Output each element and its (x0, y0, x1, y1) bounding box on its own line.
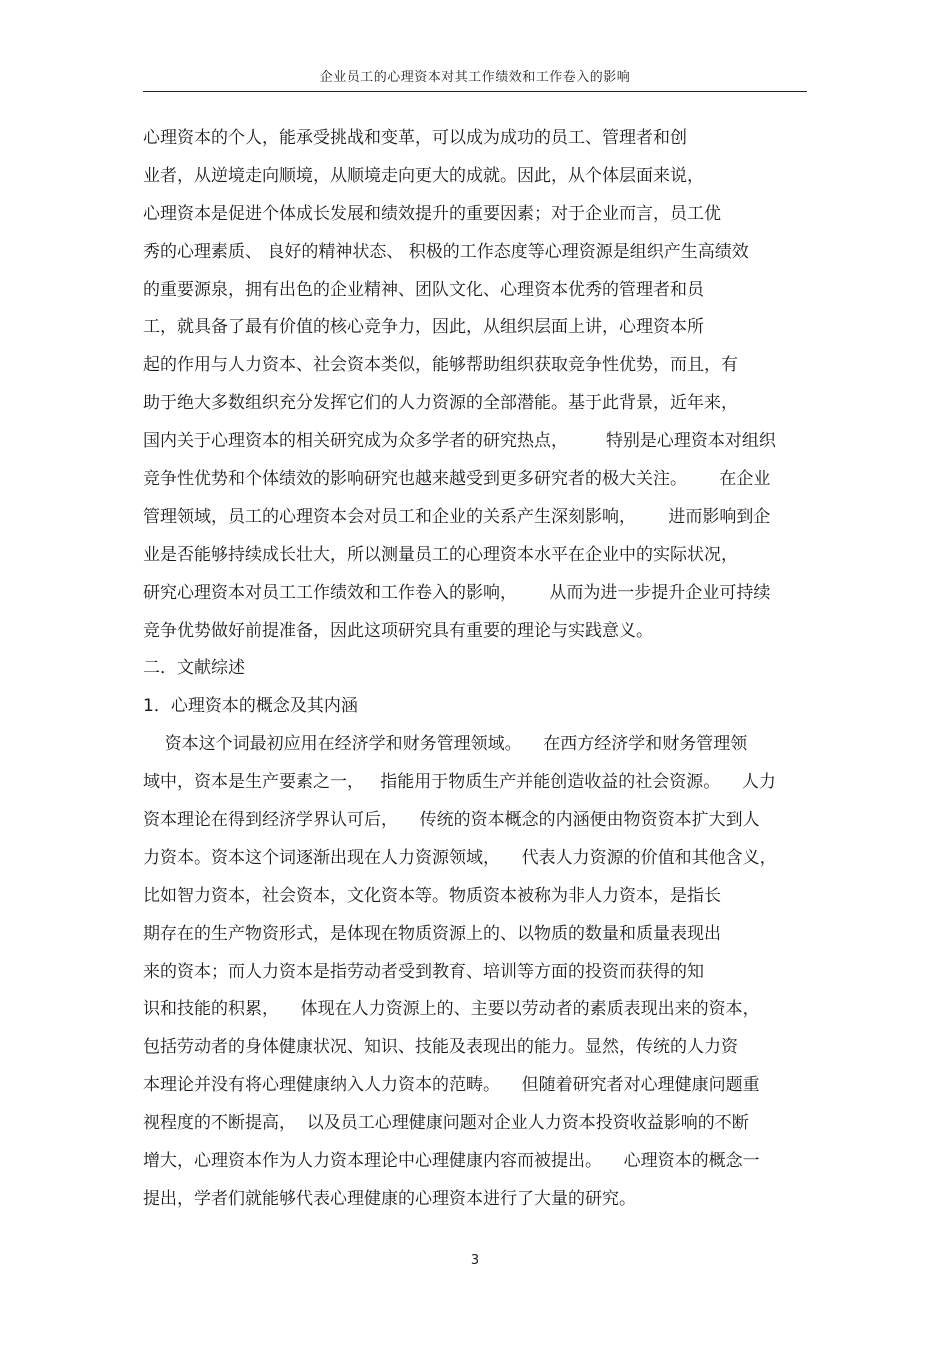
text-line: 二．文献综述 (143, 658, 245, 679)
text-line: 工，就具备了最有价值的核心竞争力，因此，从组织层面上讲，心理资本所 (143, 317, 704, 338)
text-line: 资本这个词最初应用在经济学和财务管理领域。 在西方经济学和财务管理领 (143, 734, 748, 755)
text-line: 起的作用与人力资本、社会资本类似，能够帮助组织获取竞争性优势，而且，有 (143, 355, 738, 376)
text-line: 秀的心理素质、 良好的精神状态、 积极的工作态度等心理资源是组织产生高绩效 (143, 241, 749, 262)
page-number: 3 (470, 1253, 480, 1268)
text-line: 域中，资本是生产要素之一， 指能用于物质生产并能创造收益的社会资源。 人力 (143, 772, 776, 793)
header-rule (143, 91, 807, 92)
text-line: 视程度的不断提高， 以及员工心理健康问题对企业人力资本投资收益影响的不断 (143, 1113, 749, 1134)
text-line: 比如智力资本，社会资本，文化资本等。物质资本被称为非人力资本，是指长 (143, 885, 721, 906)
running-header: 企业员工的心理资本对其工作绩效和工作卷入的影响 (319, 70, 631, 85)
text-line: 助于绝大多数组织充分发挥它们的人力资源的全部潜能。基于此背景，近年来， (143, 393, 738, 414)
text-line: 研究心理资本对员工工作绩效和工作卷入的影响， 从而为进一步提升企业可持续 (143, 582, 771, 603)
text-line: 1．心理资本的概念及其内涵 (143, 696, 358, 717)
body-text (143, 120, 823, 1219)
text-line: 竞争优势做好前提准备，因此这项研究具有重要的理论与实践意义。 (143, 620, 653, 641)
text-line: 识和技能的积累， 体现在人力资源上的、主要以劳动者的素质表现出来的资本， (143, 999, 760, 1020)
text-line: 心理资本的个人，能承受挑战和变革，可以成为成功的员工、管理者和创 (143, 128, 687, 148)
text-line: 资本理论在得到经济学界认可后， 传统的资本概念的内涵便由物资资本扩大到人 (143, 810, 760, 831)
text-line: 心理资本是促进个体成长发展和绩效提升的重要因素；对于企业而言，员工优 (143, 203, 721, 224)
text-line: 增大，心理资本作为人力资本理论中心理健康内容而被提出。 心理资本的概念一 (143, 1151, 760, 1172)
text-line: 管理领域，员工的心理资本会对员工和企业的关系产生深刻影响， 进而影响到企 (143, 506, 771, 527)
text-line: 来的资本；而人力资本是指劳动者受到教育、培训等方面的投资而获得的知 (143, 961, 704, 982)
text-line: 提出，学者们就能够代表心理健康的心理资本进行了大量的研究。 (143, 1188, 636, 1209)
text-line: 包括劳动者的身体健康状况、知识、技能及表现出的能力。显然，传统的人力资 (143, 1037, 738, 1058)
text-line: 期存在的生产物资形式，是体现在物质资源上的、以物质的数量和质量表现出 (143, 923, 721, 944)
text-line: 竞争性优势和个体绩效的影响研究也越来越受到更多研究者的极大关注。 在企业 (143, 469, 771, 490)
text-line: 业者，从逆境走向顺境，从顺境走向更大的成就。因此，从个体层面来说， (143, 165, 704, 186)
text-line: 国内关于心理资本的相关研究成为众多学者的研究热点， 特别是心理资本对组织 (143, 431, 776, 452)
text-line: 业是否能够持续成长壮大，所以测量员工的心理资本水平在企业中的实际状况， (143, 544, 738, 565)
text-line: 的重要源泉，拥有出色的企业精神、团队文化、心理资本优秀的管理者和员 (143, 279, 704, 300)
text-line: 本理论并没有将心理健康纳入人力资本的范畴。 但随着研究者对心理健康问题重 (143, 1075, 760, 1096)
text-line: 力资本。资本这个词逐渐出现在人力资源领域， 代表人力资源的价值和其他含义， (143, 847, 777, 868)
